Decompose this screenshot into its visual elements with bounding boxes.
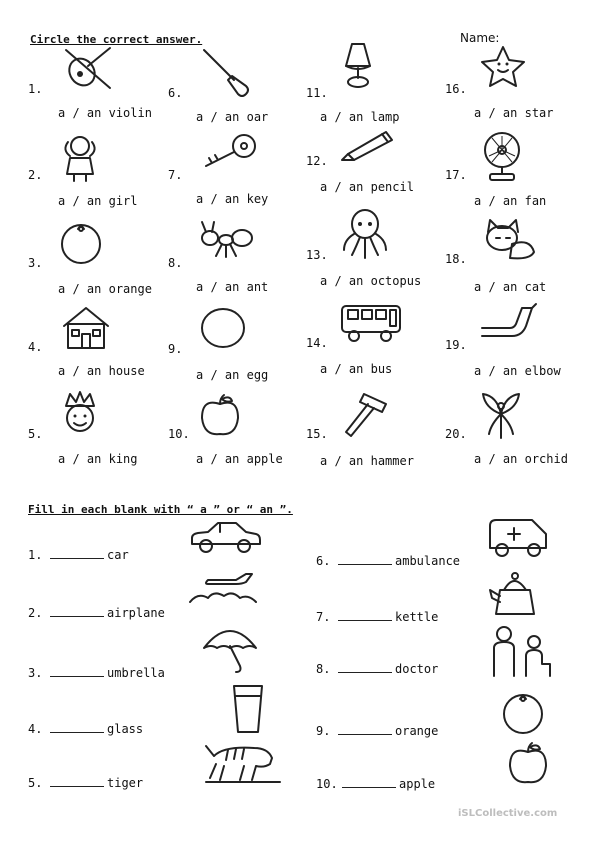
article-choice[interactable]: a / an (474, 280, 518, 294)
answer-word: violin (108, 106, 152, 120)
hammer-icon (338, 388, 396, 438)
answer-line (58, 194, 138, 208)
article-choice[interactable]: a / an (196, 368, 240, 382)
answer-blank[interactable] (342, 778, 396, 788)
apple-icon (198, 392, 242, 438)
name-label: Name: (460, 31, 500, 45)
answer-word: fan (524, 194, 547, 208)
question-number: 3. (28, 666, 43, 680)
answer-blank[interactable] (338, 611, 392, 621)
article-choice[interactable]: a / an (196, 192, 240, 206)
article-choice[interactable]: a / an (58, 452, 102, 466)
tiger-icon (204, 736, 282, 786)
article-choice[interactable]: a / an (58, 364, 102, 378)
fill-blank-item (316, 554, 460, 568)
answer-word: cat (524, 280, 547, 294)
answer-blank[interactable] (50, 549, 104, 559)
violin-icon (58, 44, 118, 92)
answer-blank[interactable] (50, 607, 104, 617)
question-number: 4. (28, 340, 43, 354)
answer-word: elbow (524, 364, 561, 378)
answer-line (320, 362, 392, 376)
article-choice[interactable]: a / an (320, 180, 364, 194)
question-number: 18. (445, 252, 467, 266)
fill-blank-item (316, 662, 438, 676)
question-number: 17. (445, 168, 467, 182)
octopus-icon (338, 206, 392, 262)
article-choice[interactable]: a / an (196, 110, 240, 124)
apple-icon (506, 740, 550, 786)
fill-blank-item (28, 606, 165, 620)
question-number: 9. (316, 724, 331, 738)
car-icon (188, 518, 262, 558)
answer-line (474, 452, 568, 466)
question-number: 2. (28, 168, 43, 182)
orange-icon (58, 220, 104, 266)
answer-line (474, 106, 554, 120)
pencil-icon (338, 126, 402, 162)
answer-word: orange (108, 282, 152, 296)
fill-word: car (107, 548, 129, 562)
article-choice[interactable]: a / an (58, 106, 102, 120)
fill-blank-item (316, 610, 438, 624)
answer-line (58, 452, 138, 466)
answer-word: girl (108, 194, 138, 208)
article-choice[interactable]: a / an (474, 364, 518, 378)
question-number: 9. (168, 342, 183, 356)
question-number: 16. (445, 82, 467, 96)
answer-blank[interactable] (50, 777, 104, 787)
elbow-icon (478, 300, 540, 346)
kettle-icon (486, 570, 544, 620)
king-icon (58, 390, 102, 436)
fan-icon (478, 130, 526, 182)
article-choice[interactable]: a / an (474, 106, 518, 120)
answer-line (474, 280, 546, 294)
egg-icon (198, 304, 248, 352)
question-number: 1. (28, 82, 43, 96)
article-choice[interactable]: a / an (196, 452, 240, 466)
answer-line (58, 282, 152, 296)
question-number: 14. (306, 336, 328, 350)
fill-word: orange (395, 724, 439, 738)
answer-line (320, 274, 421, 288)
airplane-icon (188, 568, 268, 612)
section2-title: Fill in each blank with “ a ” or “ an ”. (28, 503, 293, 516)
fill-word: umbrella (107, 666, 165, 680)
question-number: 8. (316, 662, 331, 676)
question-number: 7. (316, 610, 331, 624)
answer-line (474, 194, 546, 208)
question-number: 1. (28, 548, 43, 562)
fill-word: airplane (107, 606, 165, 620)
answer-word: egg (246, 368, 269, 382)
fill-blank-item (28, 776, 143, 790)
umbrella-icon (200, 624, 260, 676)
answer-blank[interactable] (338, 555, 392, 565)
answer-blank[interactable] (338, 725, 392, 735)
answer-line (320, 180, 414, 194)
article-choice[interactable]: a / an (320, 454, 364, 468)
answer-line (58, 106, 152, 120)
answer-line (474, 364, 561, 378)
fill-word: doctor (395, 662, 439, 676)
question-number: 20. (445, 427, 467, 441)
section1-title: Circle the correct answer. (30, 33, 203, 46)
cat-icon (478, 214, 540, 262)
answer-word: orchid (524, 452, 568, 466)
article-choice[interactable]: a / an (320, 362, 364, 376)
question-number: 10. (168, 427, 190, 441)
fill-blank-item (28, 548, 129, 562)
article-choice[interactable]: a / an (474, 452, 518, 466)
answer-line (196, 452, 283, 466)
question-number: 10. (316, 777, 338, 791)
answer-word: apple (246, 452, 283, 466)
article-choice[interactable]: a / an (320, 274, 364, 288)
orchid-icon (478, 388, 524, 440)
answer-line (58, 364, 145, 378)
ambulance-icon (486, 514, 552, 562)
question-number: 4. (28, 722, 43, 736)
answer-line (196, 192, 268, 206)
fill-word: ambulance (395, 554, 461, 568)
question-number: 8. (168, 256, 183, 270)
answer-word: pencil (370, 180, 414, 194)
fill-word: kettle (395, 610, 439, 624)
fill-blank-item (28, 666, 165, 680)
question-number: 15. (306, 427, 328, 441)
question-number: 2. (28, 606, 43, 620)
house-icon (58, 304, 114, 350)
lamp-icon (338, 40, 378, 90)
answer-blank[interactable] (50, 667, 104, 677)
answer-word: king (108, 452, 138, 466)
article-choice[interactable]: a / an (58, 194, 102, 208)
fill-blank-item (316, 777, 435, 791)
question-number: 7. (168, 168, 183, 182)
orange-icon (500, 690, 546, 736)
answer-line (196, 368, 268, 382)
question-number: 6. (168, 86, 183, 100)
doctor-icon (488, 624, 554, 678)
fill-word: apple (399, 777, 436, 791)
oar-icon (198, 44, 254, 100)
answer-line (196, 280, 268, 294)
watermark: iSLCollective.com (458, 808, 558, 819)
article-choice[interactable]: a / an (474, 194, 518, 208)
star-icon (478, 44, 528, 88)
fill-blank-item (28, 722, 143, 736)
glass-icon (228, 682, 268, 736)
question-number: 13. (306, 248, 328, 262)
answer-word: ant (246, 280, 269, 294)
answer-word: octopus (370, 274, 422, 288)
article-choice[interactable]: a / an (196, 280, 240, 294)
question-number: 12. (306, 154, 328, 168)
answer-word: oar (246, 110, 269, 124)
answer-word: bus (370, 362, 393, 376)
key-icon (198, 132, 260, 172)
answer-blank[interactable] (50, 723, 104, 733)
answer-word: key (246, 192, 269, 206)
girl-icon (58, 132, 102, 182)
answer-line (320, 110, 400, 124)
answer-blank[interactable] (338, 663, 392, 673)
answer-line (196, 110, 268, 124)
question-number: 11. (306, 86, 328, 100)
answer-word: hammer (370, 454, 414, 468)
answer-word: star (524, 106, 554, 120)
article-choice[interactable]: a / an (58, 282, 102, 296)
ant-icon (198, 216, 256, 260)
fill-blank-item (316, 724, 438, 738)
article-choice[interactable]: a / an (320, 110, 364, 124)
bus-icon (338, 298, 404, 344)
question-number: 5. (28, 776, 43, 790)
question-number: 19. (445, 338, 467, 352)
question-number: 5. (28, 427, 43, 441)
answer-word: house (108, 364, 145, 378)
answer-word: lamp (370, 110, 400, 124)
question-number: 3. (28, 256, 43, 270)
fill-word: tiger (107, 776, 144, 790)
answer-line (320, 454, 414, 468)
fill-word: glass (107, 722, 144, 736)
question-number: 6. (316, 554, 331, 568)
